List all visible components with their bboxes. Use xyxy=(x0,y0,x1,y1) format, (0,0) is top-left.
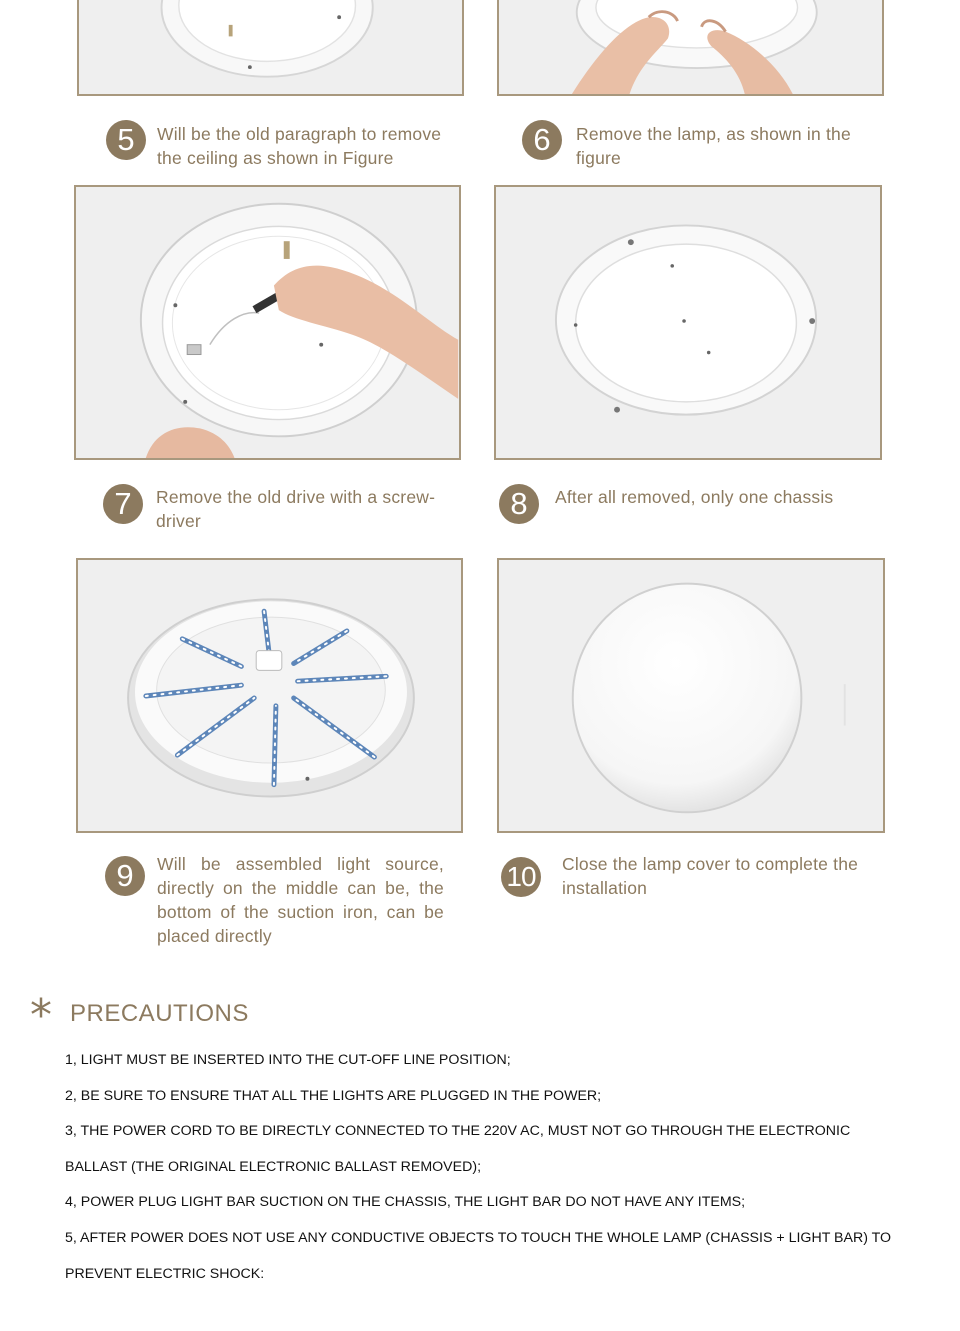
lamp-base-illustration xyxy=(79,0,462,94)
step-number-badge: 9 xyxy=(105,856,145,896)
asterisk-icon: * xyxy=(30,990,52,1041)
precaution-line: 4, POWER PLUG LIGHT BAR SUCTION ON THE CHASSIS, THE LIGHT BAR DO NOT HAVE ANY ITEMS; xyxy=(65,1194,746,1210)
step-caption xyxy=(157,122,467,170)
caption-line: the ceiling as shown in Figure xyxy=(157,148,394,168)
precautions-heading: PRECAUTIONS xyxy=(70,1000,249,1027)
caption-line: installation xyxy=(562,878,648,898)
step-number-badge: 8 xyxy=(499,484,539,524)
caption-line: Will be the old paragraph to remove xyxy=(157,124,442,144)
hands-removing-lamp-illustration xyxy=(499,0,882,94)
step-number-badge: 6 xyxy=(522,120,562,160)
precaution-line: 2, BE SURE TO ENSURE THAT ALL THE LIGHTS ARE PLUGGED IN THE POWER; xyxy=(65,1088,602,1104)
led-light-bars-illustration xyxy=(78,560,461,831)
step-caption: Will be assembled light source, directly on the middle can be, the bottom of the suction iron, can be placed directly xyxy=(157,854,444,946)
precaution-line: PREVENT ELECTRIC SHOCK: xyxy=(65,1266,265,1282)
empty-chassis-illustration xyxy=(496,187,880,458)
caption-line: Close the lamp cover to complete the xyxy=(562,854,859,874)
step-caption xyxy=(562,852,882,900)
precaution-line: 1, LIGHT MUST BE INSERTED INTO THE CUT-OFF LINE POSITION; xyxy=(65,1052,511,1068)
caption-line: Remove the lamp, as shown in the xyxy=(576,124,851,144)
caption-line: driver xyxy=(156,511,201,531)
precaution-line: 3, THE POWER CORD TO BE DIRECTLY CONNECTED TO THE 220V AC, MUST NOT GO THROUGH THE ELECTRONIC xyxy=(65,1123,851,1139)
photo-top-left-lamp-base xyxy=(77,0,464,96)
photo-step-9-light-source xyxy=(76,558,463,833)
closed-lamp-cover-illustration xyxy=(499,560,883,831)
caption-line: After all removed, only one chassis xyxy=(555,487,834,507)
precaution-line: BALLAST (THE ORIGINAL ELECTRONIC BALLAST REMOVED); xyxy=(65,1159,482,1175)
step-caption xyxy=(576,122,886,170)
step-caption xyxy=(555,485,875,509)
photo-step-8-chassis xyxy=(494,185,882,460)
precaution-line: 5, AFTER POWER DOES NOT USE ANY CONDUCTIVE OBJECTS TO TOUCH THE WHOLE LAMP (CHASSIS + LIGHT BAR) TO xyxy=(65,1230,892,1246)
step-number-badge: 10 xyxy=(501,857,541,897)
caption-line: Remove the old drive with a screw- xyxy=(156,487,436,507)
photo-step-7-remove-driver xyxy=(74,185,461,460)
caption-line: figure xyxy=(576,148,621,168)
step-caption xyxy=(156,485,456,533)
step-number-badge: 5 xyxy=(106,120,146,160)
screwdriver-driver-removal-illustration xyxy=(76,187,459,458)
step-number-badge: 7 xyxy=(103,484,143,524)
photo-step-10-lamp-cover xyxy=(497,558,885,833)
photo-top-right-hands-lamp xyxy=(497,0,884,96)
